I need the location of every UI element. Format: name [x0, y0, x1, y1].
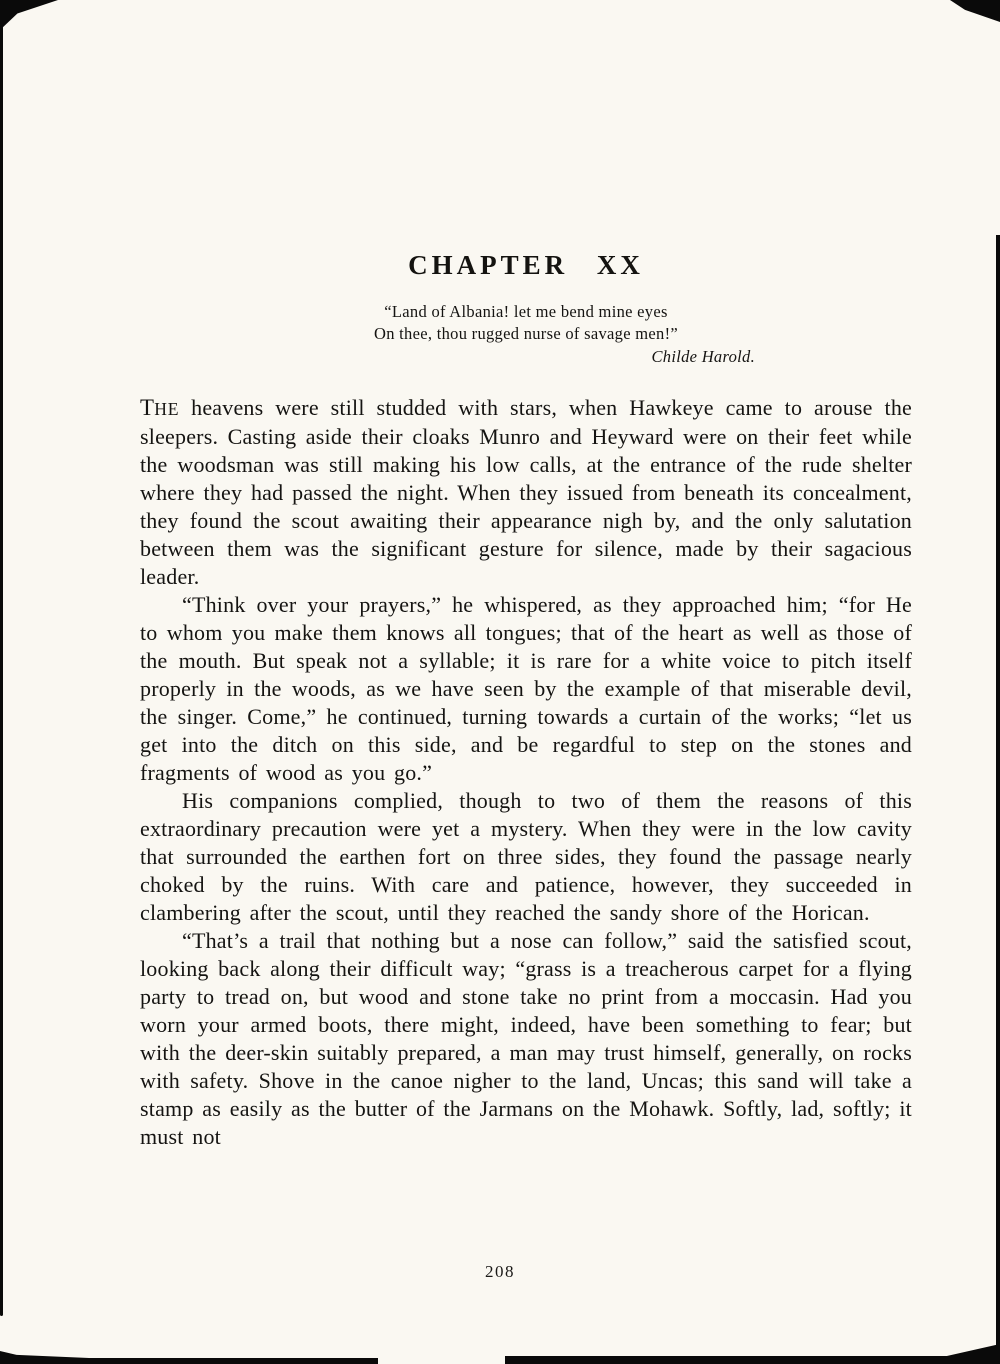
paragraph-4: “That’s a trail that nothing but a nose can follow,” said the satisfied scout, looking back along their difficult way; “grass is a treacherous carpet for a flying party to tread on, but wood and stone take no print from a moccasin. Had you worn your armed boots, there might, indeed, have been something to fear; but with the deer-skin suitably prepared, a man may trust himself, generally, on rocks with safety. Shove in the canoe nigher to the land, Uncas; this sand will take a stamp as easily as the butter of the Jarmans on the Mohawk. Softly, lad, softly; it must not [140, 928, 912, 1149]
scan-artifact-top-right [950, 0, 1000, 22]
scan-artifact-left-edge [0, 26, 3, 1316]
scan-artifact-bottom-left-line [90, 1358, 378, 1364]
page-number: 208 [485, 1262, 515, 1281]
lead-small-caps: HE [154, 399, 180, 419]
paragraph-3: His companions complied, though to two of them the reasons of this extraordinary precaution were yet a mystery. When they were in the low cavity that surrounded the earthen fort on three sides, they found the passage nearly choked by the ruins. With care and patience, however, they succeeded in clambering after the scout, until they reached the sandy shore of the Horican. [140, 788, 912, 925]
scan-artifact-top-left [0, 0, 58, 30]
epigraph-attribution: Childe Harold. [651, 347, 755, 366]
paragraph-2: “Think over your prayers,” he whispered, as they approached him; “for He to whom you make them knows all tongues; that of the heart as well as those of the mouth. But speak not a syllable; it is rare for a white voice to pitch itself properly in the woods, as we have seen by the example of that miserable devil, the singer. Come,” he continued, turning towards a curtain of the works; “let us get into the ditch on this side, and be regardful to step on the stones and fragments of wood as you go.” [140, 592, 912, 785]
chapter-heading: CHAPTER XX [408, 250, 644, 280]
page-content [140, 0, 912, 1151]
body-text [140, 394, 912, 1151]
epigraph-block [291, 301, 761, 368]
paragraph-1 [140, 394, 912, 591]
epigraph-line-2: On thee, thou rugged nurse of savage men!” [373, 324, 678, 343]
scan-artifact-bottom-right-corner [938, 1344, 1000, 1364]
scan-artifact-bottom-left-corner [0, 1351, 92, 1364]
scan-artifact-right-edge [996, 235, 1000, 1364]
lead-capital: T [140, 395, 155, 420]
paragraph-1-text: heavens were still studded with stars, when Hawkeye came to arouse the sleepers. Casting aside their cloaks Munro and Heyward were on their feet while the woodsman was still making his low calls, at the entrance of the rude shelter where they had passed the night. When they issued from beneath its concealment, they found the scout awaiting their appearance nigh by, and the only salutation between them was the significant gesture for silence, made by their sagacious leader. [140, 395, 912, 589]
epigraph [140, 301, 912, 368]
epigraph-line-1: “Land of Albania! let me bend mine eyes [384, 302, 668, 321]
scan-artifact-bottom-right-line [505, 1356, 1000, 1364]
